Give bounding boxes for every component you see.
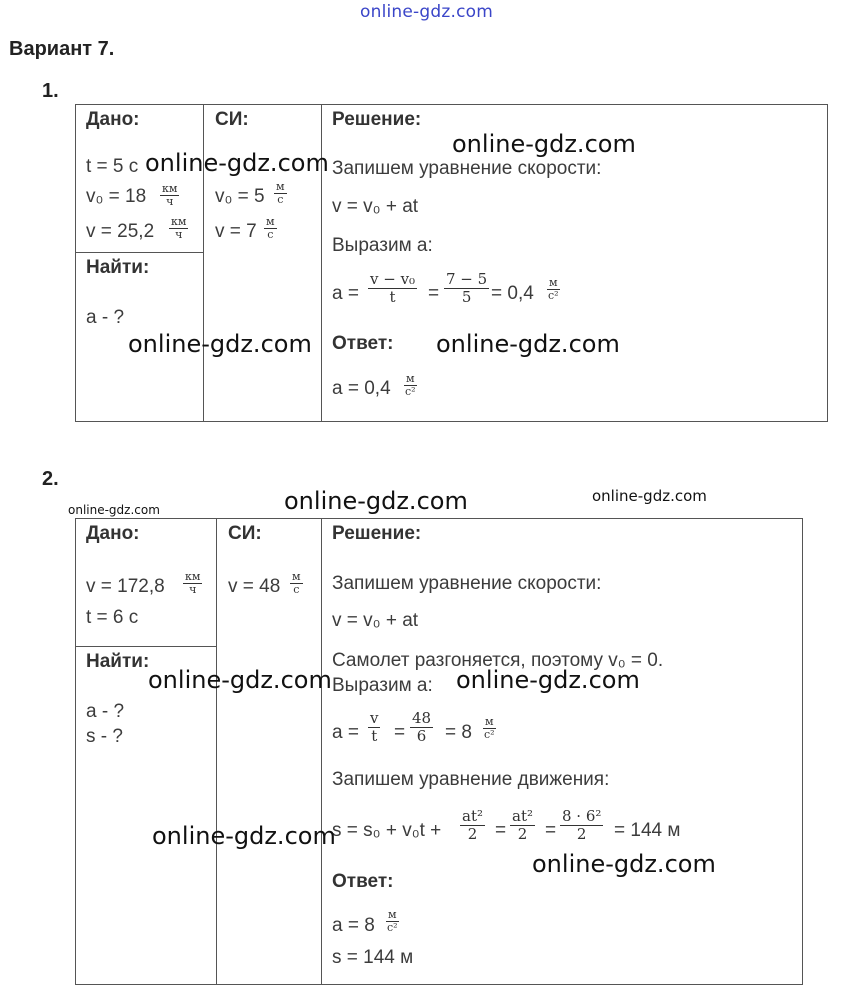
problem-2-find-label: Найти: <box>86 651 150 672</box>
problem-1-answer-unit: м с² <box>405 372 416 399</box>
problem-2-si-v-unit: м с <box>292 570 301 597</box>
header-watermark: online-gdz.com <box>360 2 494 22</box>
page-title: Вариант 7. <box>9 38 115 60</box>
problem-1-answer-label: Ответ: <box>332 333 394 354</box>
problem-1-given-v0: v₀ = 18 <box>86 186 147 207</box>
problem-2-si-v: v = 48 <box>228 576 281 597</box>
problem-2-col-divider-2 <box>321 518 322 985</box>
problem-2-given-v: v = 172,8 <box>86 576 165 597</box>
problem-2-find-a: a - ? <box>86 701 125 722</box>
problem-1-si-v0: v₀ = 5 <box>215 186 265 207</box>
problem-2-given-v-unit: км ч <box>185 570 201 597</box>
problem-1-si-v: v = 7 <box>215 221 257 242</box>
problem-2-answer-s: s = 144 м <box>332 947 414 968</box>
watermark: online-gdz.com <box>452 130 636 158</box>
problem-2-eq-s-result: = 144 м <box>614 820 681 841</box>
problem-1-line-2: v = v₀ + at <box>332 196 419 217</box>
problem-2-answer-label: Ответ: <box>332 871 394 892</box>
problem-1-eq-prefix: a = <box>332 283 359 304</box>
problem-2-eq-s-equals-1: = <box>495 820 507 841</box>
problem-2-line-4: Выразим a: <box>332 675 433 696</box>
problem-1-eq-result: = 0,4 <box>491 283 534 304</box>
problem-1-eq-result-unit: м с² <box>548 276 559 303</box>
problem-1-given-v-unit: км ч <box>171 215 187 242</box>
problem-1-line-3: Выразим a: <box>332 235 433 256</box>
watermark: online-gdz.com <box>128 330 312 358</box>
problem-2-eq-a-result: = 8 <box>445 722 472 743</box>
problem-2-eq-a-fraction-1: $\frac{v}{t}$ <box>370 709 379 745</box>
problem-2-eq-a-equals: = <box>394 722 406 743</box>
problem-1-answer: a = 0,4 <box>332 378 391 399</box>
problem-1-eq-equals: = <box>428 283 440 304</box>
problem-1-row-divider <box>75 252 203 253</box>
problem-2-eq-a-unit: м с² <box>484 715 495 742</box>
problem-2-answer-a: a = 8 <box>332 915 375 936</box>
problem-2-eq-s-equals-2: = <box>545 820 557 841</box>
watermark: online-gdz.com <box>152 822 336 850</box>
watermark: online-gdz.com <box>532 850 716 878</box>
problem-2-row-divider <box>75 646 216 647</box>
problem-2-eq-s-fraction-1: $\frac{\text{at²}}{2}$ <box>462 807 483 843</box>
problem-1-si-v0-unit: м с <box>276 180 285 207</box>
problem-2-si-label: СИ: <box>228 523 262 544</box>
problem-1-eq-fraction-2: $\frac{7 - 5}{5}$ <box>446 270 488 306</box>
watermark: online-gdz.com <box>592 487 707 505</box>
problem-1-si-v-unit: м с <box>266 215 275 242</box>
problem-2-line-2: v = v₀ + at <box>332 610 419 631</box>
problem-2-eq-a-fraction-2: $\frac{48}{6}$ <box>412 709 432 745</box>
problem-2-eq-s-prefix: s = s₀ + v₀t + <box>332 820 442 841</box>
problem-1-given-v0-unit: км ч <box>162 182 178 209</box>
problem-2-given-t: t = 6 с <box>86 607 139 628</box>
problem-1-line-1: Запишем уравнение скорости: <box>332 158 602 179</box>
problem-2-number: 2. <box>42 468 59 490</box>
problem-1-dano-label: Дано: <box>86 109 140 130</box>
problem-1-given-t: t = 5 с <box>86 156 139 177</box>
problem-2-find-s: s - ? <box>86 726 123 747</box>
problem-1-find-label: Найти: <box>86 257 150 278</box>
problem-2-line-3: Самолет разгоняется, поэтому v₀ = 0. <box>332 650 664 671</box>
problem-1-find-a: a - ? <box>86 307 125 328</box>
problem-1-given-v: v = 25,2 <box>86 221 155 242</box>
problem-1-number: 1. <box>42 80 59 102</box>
problem-2-line-5: Запишем уравнение движения: <box>332 769 610 790</box>
watermark: online-gdz.com <box>436 330 620 358</box>
watermark: online-gdz.com <box>145 149 329 177</box>
watermark: online-gdz.com <box>148 666 332 694</box>
problem-2-dano-label: Дано: <box>86 523 140 544</box>
problem-2-eq-s-fraction-2: $\frac{\text{at²}}{2}$ <box>512 807 533 843</box>
watermark: online-gdz.com <box>68 503 160 517</box>
problem-2-line-1: Запишем уравнение скорости: <box>332 573 602 594</box>
problem-1-si-label: СИ: <box>215 109 249 130</box>
problem-2-eq-a-prefix: a = <box>332 722 359 743</box>
problem-1-solution-label: Решение: <box>332 109 422 130</box>
problem-2-answer-a-unit: м с² <box>387 908 398 935</box>
watermark: online-gdz.com <box>284 487 468 515</box>
watermark: online-gdz.com <box>456 666 640 694</box>
problem-2-solution-label: Решение: <box>332 523 422 544</box>
problem-2-eq-s-fraction-3: $\frac{\text{8 · 6²}}{2}$ <box>562 807 602 843</box>
problem-2-col-divider-1 <box>216 518 217 985</box>
problem-1-eq-fraction-1: $\frac{\text{v − v₀}}{t}$ <box>370 270 416 306</box>
